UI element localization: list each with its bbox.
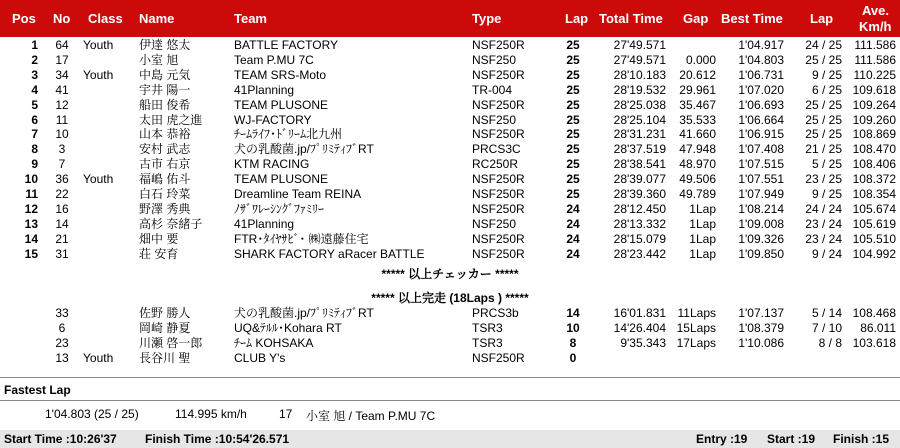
gap-time: 47.948 <box>679 142 716 157</box>
machine-type: NSF250R <box>472 172 525 187</box>
team-name: TEAM PLUSONE <box>234 172 329 187</box>
rider-name: 荘 安育 <box>139 246 179 261</box>
team-name: 犬の乳酸菌.jp/ﾌﾟﾘﾐﾃｨﾌﾞRT <box>234 306 374 320</box>
results-header <box>0 0 900 37</box>
rider-class: Youth <box>83 172 114 187</box>
best-lap-number: 9 / 24 <box>811 246 842 261</box>
team-name: FTR･ﾀｲﾔｻﾋﾞ･ ㈱遠藤住宅 <box>234 231 369 246</box>
result-row <box>0 189 900 201</box>
result-position: 6 <box>31 112 38 127</box>
best-lap-number: 25 / 25 <box>805 52 842 67</box>
result-row <box>0 201 900 216</box>
team-name: 41Planning <box>234 216 295 231</box>
average-speed: 108.372 <box>852 172 896 187</box>
gap-time: 49.506 <box>679 172 716 187</box>
best-lap-time: 1'06.664 <box>738 112 784 127</box>
best-lap-number: 24 / 24 <box>805 201 842 216</box>
gap-time: 29.961 <box>679 82 716 97</box>
rider-class: Youth <box>83 67 114 82</box>
result-row <box>0 174 900 186</box>
team-name: CLUB Y's <box>234 350 286 365</box>
laps-completed: 25 <box>566 157 580 172</box>
finish-count: Finish :15 <box>833 432 890 446</box>
total-time: 28'13.332 <box>613 216 666 231</box>
complete-separator: ***** 以上完走 (18Laps ) ***** <box>371 291 529 305</box>
rider-name: 古市 右京 <box>139 157 191 172</box>
laps-completed: 25 <box>566 52 580 67</box>
rider-name: 中島 元気 <box>139 67 191 82</box>
laps-completed: 8 <box>569 335 577 350</box>
total-time: 28'39.077 <box>613 172 666 187</box>
header-lap: Lap <box>565 11 589 26</box>
best-lap-number: 25 / 25 <box>805 127 842 142</box>
average-speed: 105.674 <box>852 201 896 216</box>
average-speed: 111.586 <box>854 38 896 52</box>
result-position: 11 <box>25 187 38 201</box>
rider-number: 34 <box>55 67 69 82</box>
rider-number: 10 <box>55 127 69 142</box>
total-time: 28'19.532 <box>613 82 666 97</box>
machine-type: NSF250 <box>472 112 517 127</box>
best-lap-time: 1'09.850 <box>738 246 784 261</box>
best-lap-time: 1'09.008 <box>738 216 784 231</box>
rider-name: 長谷川 聖 <box>139 350 191 365</box>
total-time: 28'39.360 <box>613 187 666 201</box>
result-position: 7 <box>31 127 38 142</box>
laps-completed: 24 <box>566 216 580 231</box>
team-name: UQ&ﾃﾙﾙ･Kohara RT <box>234 320 342 335</box>
rider-name: 高杉 奈緒子 <box>139 216 203 231</box>
machine-type: TR-004 <box>472 82 513 97</box>
best-lap-number: 5 / 25 <box>811 157 842 172</box>
team-name: ﾁｰﾑﾗｲﾌ･ﾄﾞﾘｰﾑ北九州 <box>234 127 343 142</box>
best-lap-time: 1'07.137 <box>738 306 784 320</box>
gap-time: 41.660 <box>679 127 716 142</box>
average-speed: 108.869 <box>852 127 896 142</box>
team-name: ﾉｻﾞﾜﾚｰｼﾝｸﾞﾌｧﾐﾘｰ <box>234 201 325 216</box>
gap-time: 1Lap <box>689 246 716 261</box>
machine-type: NSF250R <box>472 127 525 142</box>
gap-time: 1Lap <box>689 216 716 231</box>
average-speed: 103.618 <box>852 335 896 350</box>
rider-name: 岡崎 静夏 <box>139 320 191 335</box>
result-row <box>0 231 900 246</box>
result-position: 13 <box>24 216 38 231</box>
result-position: 10 <box>24 172 38 187</box>
laps-completed: 24 <box>566 201 580 216</box>
result-row <box>0 97 900 112</box>
result-row <box>0 308 900 320</box>
rider-name: 伊達 悠太 <box>139 38 191 52</box>
best-lap-time: 1'08.379 <box>738 320 784 335</box>
result-row <box>0 52 900 67</box>
result-row <box>0 246 900 261</box>
header-best-time: Best Time <box>721 11 783 26</box>
machine-type: TSR3 <box>472 335 503 350</box>
rider-name: 宇井 陽一 <box>139 82 191 97</box>
team-name: Team P.MU 7C <box>234 52 314 67</box>
average-speed: 110.225 <box>853 67 896 82</box>
rider-number: 23 <box>55 335 69 350</box>
total-time: 28'15.079 <box>613 231 666 246</box>
result-position: 9 <box>31 157 38 172</box>
best-lap-number: 9 / 25 <box>811 67 842 82</box>
laps-completed: 25 <box>566 97 580 112</box>
result-position: 8 <box>31 142 38 157</box>
team-name: Dreamline Team REINA <box>234 187 362 201</box>
rider-name: 畑中 要 <box>139 231 179 246</box>
header-class: Class <box>88 11 123 26</box>
rider-class: Youth <box>83 350 114 365</box>
fastest-lap-time: 1'04.803 (25 / 25) <box>45 407 139 421</box>
laps-completed: 25 <box>566 127 580 142</box>
laps-completed: 25 <box>566 82 580 97</box>
machine-type: NSF250R <box>472 187 525 201</box>
machine-type: NSF250R <box>472 67 525 82</box>
team-name: KTM RACING <box>234 157 310 172</box>
machine-type: NSF250R <box>472 38 525 52</box>
best-lap-number: 6 / 25 <box>811 82 842 97</box>
team-name: BATTLE FACTORY <box>234 38 339 52</box>
total-time: 16'01.831 <box>613 306 666 320</box>
laps-completed: 24 <box>566 231 580 246</box>
gap-time: 1Lap <box>689 231 716 246</box>
best-lap-number: 23 / 24 <box>805 216 842 231</box>
team-name: TEAM PLUSONE <box>234 97 329 112</box>
entry-count: Entry :19 <box>696 432 748 446</box>
rider-number: 31 <box>55 246 69 261</box>
total-time: 28'12.450 <box>613 201 666 216</box>
result-row <box>0 144 900 156</box>
laps-completed: 0 <box>569 350 577 365</box>
header-total-time: Total Time <box>599 11 663 26</box>
average-speed: 111.586 <box>854 52 896 67</box>
rider-number: 21 <box>55 231 69 246</box>
average-speed: 108.468 <box>852 306 896 320</box>
laps-completed: 25 <box>566 187 580 201</box>
average-speed: 105.510 <box>852 231 896 246</box>
laps-completed: 25 <box>566 112 580 127</box>
header-pos: Pos <box>12 11 36 26</box>
machine-type: NSF250R <box>472 246 525 261</box>
best-lap-time: 1'07.408 <box>738 142 784 157</box>
result-row <box>0 67 900 82</box>
fastest-lap-rider: 小室 旭 / Team P.MU 7C <box>306 409 436 423</box>
result-row <box>0 350 900 365</box>
best-lap-time: 1'07.515 <box>738 157 784 172</box>
laps-completed: 14 <box>566 306 580 320</box>
rider-number: 33 <box>55 306 69 320</box>
total-time: 28'31.231 <box>613 127 666 142</box>
total-time: 28'25.038 <box>613 97 666 112</box>
result-row <box>0 335 900 350</box>
rider-number: 64 <box>55 38 69 52</box>
rider-name: 白石 玲菜 <box>139 187 191 201</box>
header-ave-line2: Km/h <box>859 19 892 34</box>
laps-completed: 25 <box>566 142 580 157</box>
best-lap-number: 23 / 25 <box>805 172 842 187</box>
machine-type: NSF250R <box>472 201 525 216</box>
best-lap-time: 1'07.020 <box>738 82 784 97</box>
total-time: 14'26.404 <box>613 320 666 335</box>
result-row <box>0 159 900 171</box>
machine-type: NSF250R <box>472 97 525 112</box>
fastest-lap-title: Fastest Lap <box>4 383 71 397</box>
rider-name: 小室 旭 <box>139 52 179 67</box>
gap-time: 49.789 <box>679 187 716 201</box>
average-speed: 108.470 <box>852 142 896 157</box>
laps-completed: 25 <box>566 38 580 52</box>
rider-number: 3 <box>58 142 66 157</box>
rider-class: Youth <box>83 38 114 52</box>
header-no: No <box>53 11 71 26</box>
rider-name: 野澤 秀典 <box>139 201 191 216</box>
best-lap-number: 21 / 25 <box>805 142 842 157</box>
laps-completed: 25 <box>566 172 580 187</box>
gap-time: 35.533 <box>679 112 716 127</box>
header-ave-line1: Ave. <box>862 3 889 18</box>
gap-time: 1Lap <box>689 201 716 216</box>
finish-time: Finish Time :10:54'26.571 <box>145 432 290 446</box>
machine-type: PRCS3C <box>472 142 521 157</box>
average-speed: 109.618 <box>852 82 896 97</box>
machine-type: NSF250R <box>472 231 525 246</box>
average-speed: 108.354 <box>852 187 896 201</box>
machine-type: NSF250 <box>472 216 517 231</box>
gap-time: 0.000 <box>685 52 716 67</box>
best-lap-number: 24 / 25 <box>805 38 842 52</box>
result-position: 15 <box>24 246 38 261</box>
best-lap-number: 5 / 14 <box>811 306 842 320</box>
team-name: TEAM SRS-Moto <box>234 67 327 82</box>
rider-number: 17 <box>55 52 69 67</box>
rider-number: 12 <box>55 97 69 112</box>
gap-time: 20.612 <box>679 67 716 82</box>
header-name: Name <box>139 11 175 26</box>
best-lap-time: 1'06.693 <box>738 97 784 112</box>
best-lap-time: 1'09.326 <box>738 231 784 246</box>
team-name: 犬の乳酸菌.jp/ﾌﾟﾘﾐﾃｨﾌﾞRT <box>234 142 374 157</box>
rider-number: 11 <box>55 112 69 127</box>
result-position: 3 <box>31 67 38 82</box>
rider-name: 福嶋 佑斗 <box>139 172 191 187</box>
total-time: 28'38.541 <box>613 157 666 172</box>
result-row <box>0 320 900 335</box>
best-lap-time: 1'10.086 <box>738 335 784 350</box>
divider <box>0 377 900 378</box>
best-lap-time: 1'04.803 <box>738 52 784 67</box>
machine-type: RC250R <box>472 157 519 172</box>
best-lap-number: 25 / 25 <box>805 112 842 127</box>
total-time: 28'37.519 <box>613 142 666 157</box>
result-position: 4 <box>31 82 38 97</box>
team-name: WJ-FACTORY <box>234 112 312 127</box>
rider-number: 14 <box>55 216 69 231</box>
total-time: 27'49.571 <box>613 52 666 67</box>
result-position: 2 <box>31 52 38 67</box>
divider <box>0 400 900 401</box>
result-row <box>0 216 900 231</box>
rider-name: 太田 虎之進 <box>139 112 203 127</box>
best-lap-number: 7 / 10 <box>811 320 842 335</box>
header-type: Type <box>472 11 502 26</box>
gap-time: 15Laps <box>676 320 716 335</box>
team-name: SHARK FACTORY aRacer BATTLE <box>234 246 425 261</box>
machine-type: NSF250 <box>472 52 517 67</box>
best-lap-time: 1'04.917 <box>738 38 784 52</box>
gap-time: 17Laps <box>676 335 716 350</box>
rider-number: 7 <box>58 157 66 172</box>
rider-name: 佐野 勝人 <box>139 306 191 320</box>
machine-type: PRCS3b <box>472 306 519 320</box>
footer-bar <box>0 430 900 448</box>
best-lap-number: 25 / 25 <box>805 97 842 112</box>
header-gap: Gap <box>683 11 709 26</box>
fastest-lap-no: 17 <box>279 407 293 421</box>
best-lap-time: 1'07.949 <box>738 187 784 201</box>
machine-type: NSF250R <box>472 350 525 365</box>
header-best-lap: Lap <box>810 11 834 26</box>
rider-name: 船田 俊希 <box>139 97 191 112</box>
rider-number: 6 <box>58 320 66 335</box>
best-lap-time: 1'06.731 <box>738 67 784 82</box>
fastest-lap-speed: 114.995 km/h <box>175 407 247 421</box>
rider-number: 13 <box>55 350 69 365</box>
rider-number: 22 <box>55 187 69 201</box>
gap-time: 11Laps <box>677 306 716 320</box>
result-row <box>0 112 900 127</box>
total-time: 28'23.442 <box>613 246 666 261</box>
total-time: 27'49.571 <box>613 38 666 52</box>
result-row <box>0 40 900 52</box>
rider-name: 山本 恭裕 <box>139 127 191 142</box>
gap-time: 48.970 <box>679 157 716 172</box>
best-lap-number: 23 / 24 <box>805 231 842 246</box>
average-speed: 105.619 <box>852 216 896 231</box>
rider-number: 41 <box>55 82 69 97</box>
team-name: 41Planning <box>234 82 295 97</box>
result-position: 1 <box>31 38 38 52</box>
rider-number: 16 <box>55 201 69 216</box>
rider-name: 安村 武志 <box>139 142 191 157</box>
start-time: Start Time :10:26'37 <box>4 432 117 446</box>
laps-completed: 10 <box>566 320 580 335</box>
result-position: 12 <box>24 201 38 216</box>
header-team: Team <box>234 11 267 26</box>
total-time: 9'35.343 <box>620 335 666 350</box>
machine-type: TSR3 <box>472 320 503 335</box>
laps-completed: 24 <box>566 246 580 261</box>
laps-completed: 25 <box>566 67 580 82</box>
result-position: 5 <box>31 97 38 112</box>
rider-number: 36 <box>55 172 69 187</box>
average-speed: 108.406 <box>852 157 896 172</box>
start-count: Start :19 <box>767 432 816 446</box>
result-row <box>0 82 900 97</box>
average-speed: 109.260 <box>852 112 896 127</box>
average-speed: 104.992 <box>852 246 896 261</box>
result-position: 14 <box>24 231 38 246</box>
best-lap-time: 1'08.214 <box>738 201 784 216</box>
result-row <box>0 129 900 141</box>
rider-name: 川瀬 啓一郎 <box>139 335 203 350</box>
best-lap-number: 8 / 8 <box>818 335 842 350</box>
average-speed: 86.011 <box>860 320 896 335</box>
best-lap-time: 1'06.915 <box>738 127 784 142</box>
gap-time: 35.467 <box>679 97 716 112</box>
total-time: 28'25.104 <box>613 112 666 127</box>
team-name: ﾁｰﾑ KOHSAKA <box>234 335 314 350</box>
best-lap-time: 1'07.551 <box>738 172 784 187</box>
average-speed: 109.264 <box>852 97 896 112</box>
best-lap-number: 9 / 25 <box>811 187 842 201</box>
total-time: 28'10.183 <box>613 67 666 82</box>
checker-separator: ***** 以上チェッカー ***** <box>381 267 519 281</box>
